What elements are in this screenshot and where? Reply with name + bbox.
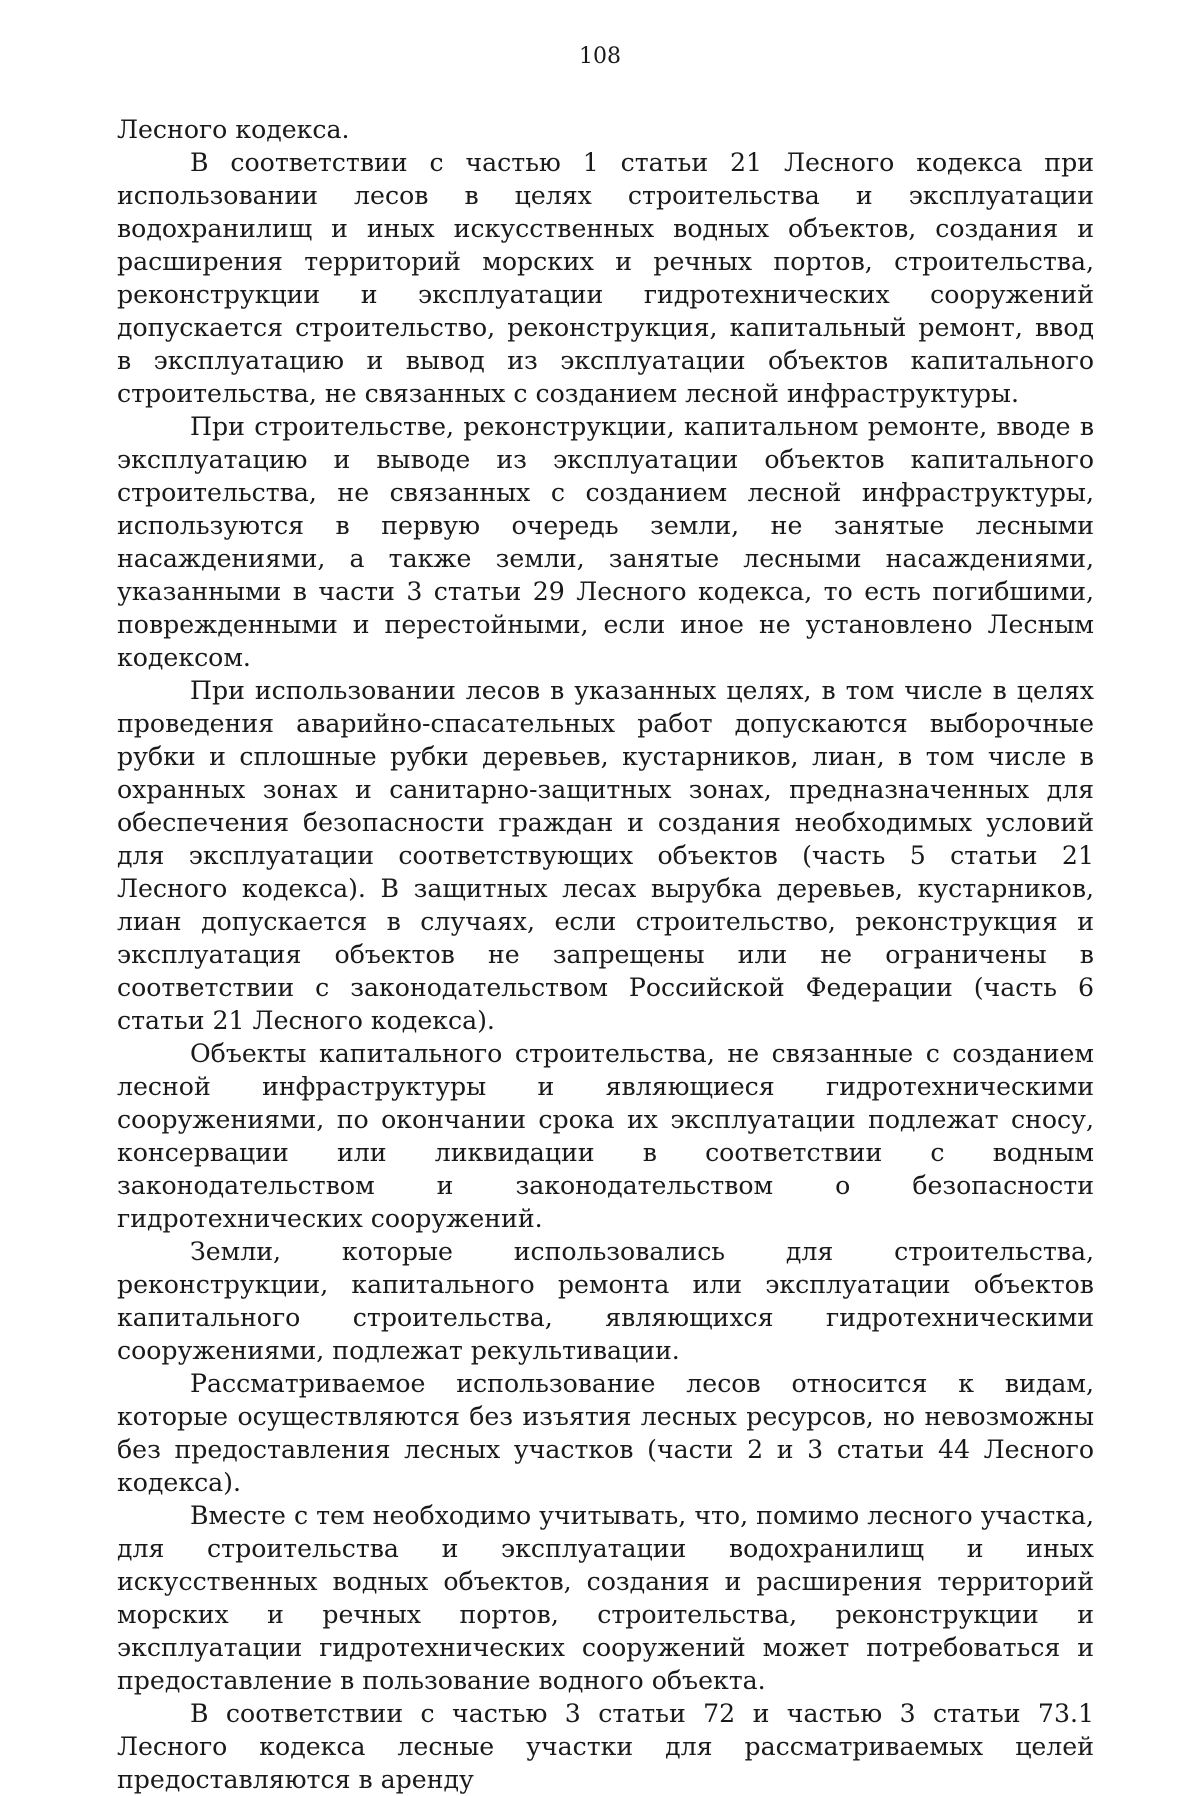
paragraph: Объекты капитального строительства, не связанные с созданием лесной инфраструктуры и являющиеся гидротехническими сооружениями, по окончании срока их эксплуатации подлежат сносу, консервации или ликвидации в соответствии с водным законодательством и законодательством о безопасности гидротехнических сооружений. (117, 1039, 1094, 1233)
page-number: 108 (579, 44, 621, 69)
paragraph: Вместе с тем необходимо учитывать, что, помимо лесного участка, для строительства и эксплуатации водохранилищ и иных искусственных водных объектов, создания и расширения территорий морских и речных портов, строительства, реконструкции и эксплуатации гидротехнических сооружений может потребоваться и предоставление в пользование водного объекта. (117, 1501, 1094, 1695)
paragraph: Земли, которые использовались для строительства, реконструкции, капитального ремонта или эксплуатации объектов капитального строительства, являющихся гидротехническими сооружениями, подлежат рекультивации. (117, 1237, 1094, 1365)
paragraph: Рассматриваемое использование лесов относится к видам, которые осуществляются без изъятия лесных ресурсов, но невозможны без предоставления лесных участков (части 2 и 3 статьи 44 Лесного кодекса). (117, 1369, 1094, 1497)
paragraph: В соответствии с частью 3 статьи 72 и частью 3 статьи 73.1 Лесного кодекса лесные участки для рассматриваемых целей предоставляются в аренду (117, 1699, 1094, 1794)
paragraph: При использовании лесов в указанных целях, в том числе в целях проведения аварийно-спасательных работ допускаются выборочные рубки и сплошные рубки деревьев, кустарников, лиан, в том числе в охранных зонах и санитарно-защитных зонах, предназначенных для обеспечения безопасности граждан и создания необходимых условий для эксплуатации соответствующих объектов (часть 5 статьи 21 Лесного кодекса). В защитных лесах вырубка деревьев, кустарников, лиан допускается в случаях, если строительство, реконструкция и эксплуатация объектов не запрещены или не ограничены в соответствии с законодательством Российской Федерации (часть 6 статьи 21 Лесного кодекса). (117, 676, 1094, 1035)
paragraph-continuation: Лесного кодекса. (117, 115, 350, 144)
paragraph: При строительстве, реконструкции, капитальном ремонте, вводе в эксплуатацию и выводе из эксплуатации объектов капитального строительства, не связанных с созданием лесной инфраструктуры, используются в первую очередь земли, не занятые лесными насаждениями, а также земли, занятые лесными насаждениями, указанными в части 3 статьи 29 Лесного кодекса, то есть погибшими, поврежденными и перестойными, если иное не установлено Лесным кодексом. (117, 412, 1094, 672)
document-body (117, 113, 1094, 1796)
paragraph: В соответствии с частью 1 статьи 21 Лесного кодекса при использовании лесов в целях строительства и эксплуатации водохранилищ и иных искусственных водных объектов, создания и расширения территорий морских и речных портов, строительства, реконструкции и эксплуатации гидротехнических сооружений допускается строительство, реконструкция, капитальный ремонт, ввод в эксплуатацию и вывод из эксплуатации объектов капитального строительства, не связанных с созданием лесной инфраструктуры. (117, 148, 1094, 408)
